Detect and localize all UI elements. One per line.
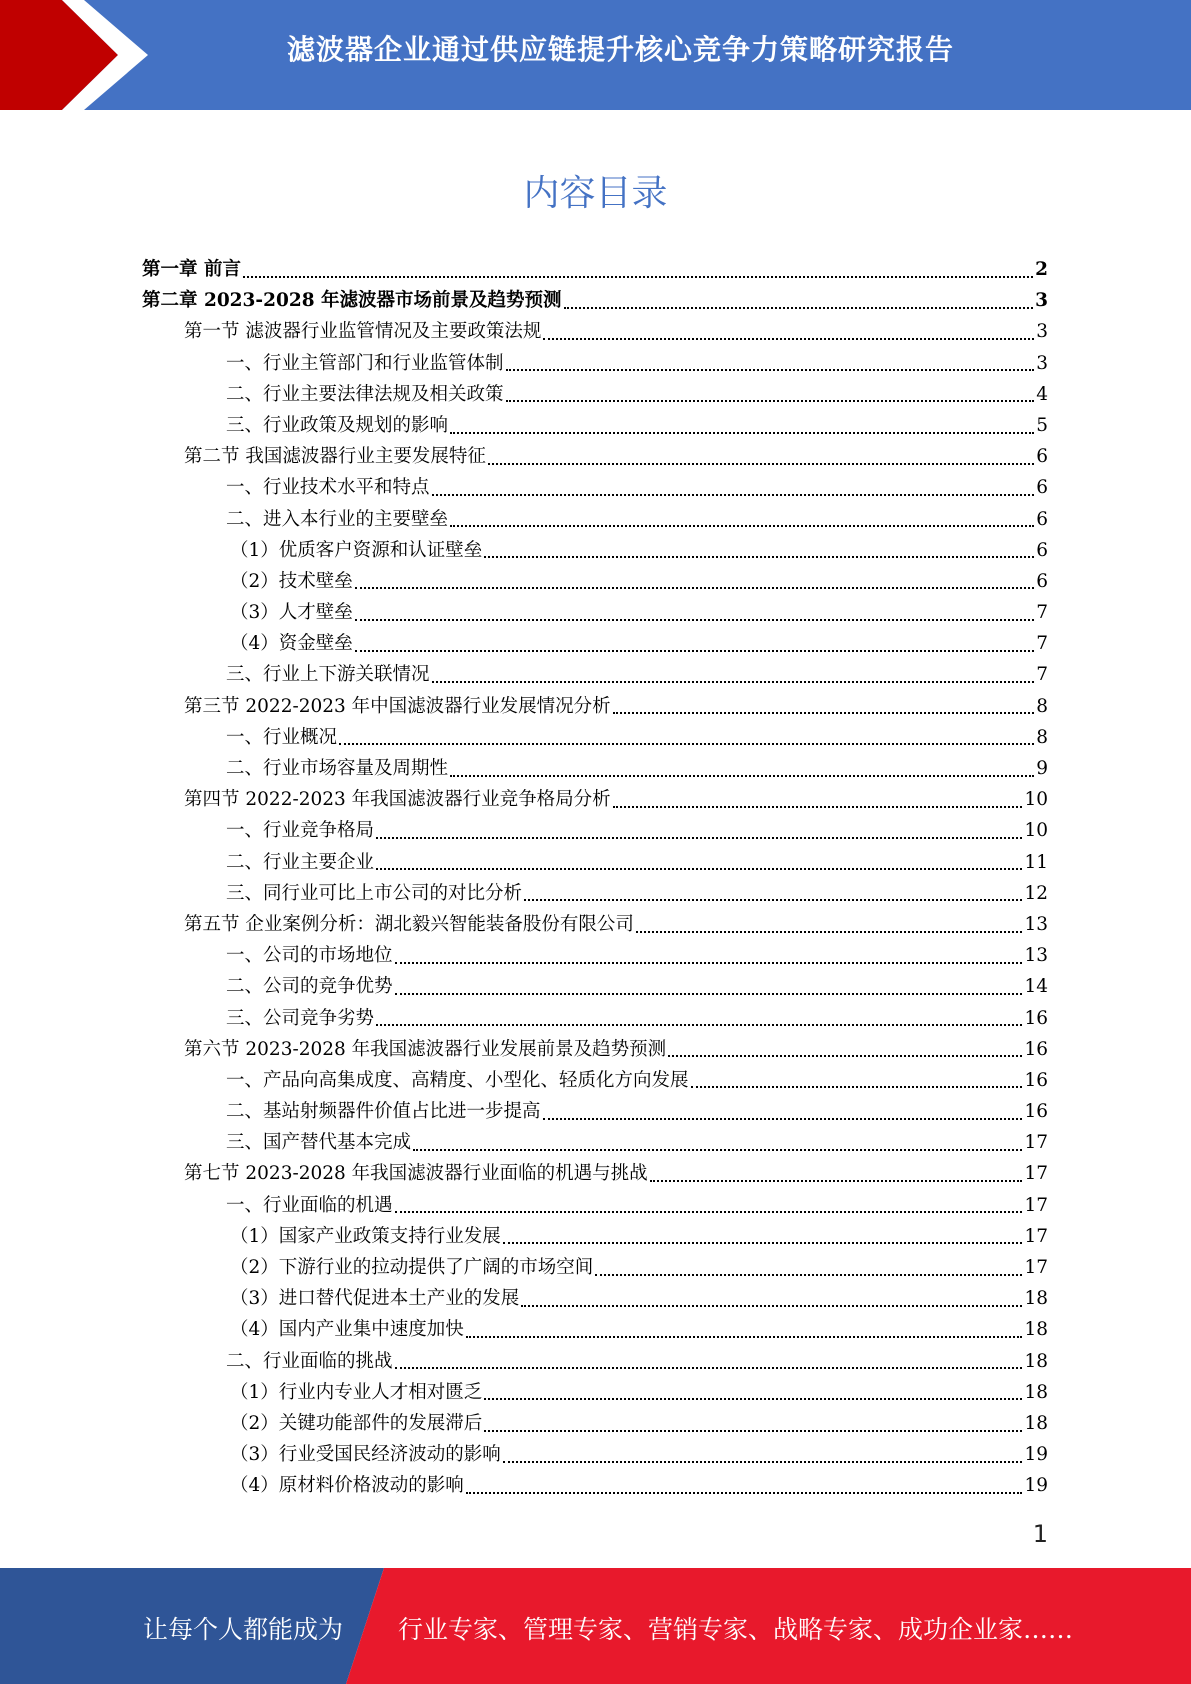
toc-entry-title: 一、行业概况	[226, 726, 338, 748]
toc-entry-title: （2）下游行业的拉动提供了广阔的市场空间	[230, 1257, 594, 1278]
toc-entry[interactable]	[142, 971, 1048, 1002]
toc-entry-page: 16	[1024, 1069, 1048, 1091]
toc-leader-dots	[376, 868, 1022, 870]
toc-entry-title: 一、行业面临的机遇	[226, 1194, 393, 1216]
toc-entry[interactable]	[142, 504, 1048, 535]
toc-entry-title: （1）行业内专业人才相对匮乏	[230, 1381, 483, 1403]
toc-entry-title: （2）关键功能部件的发展滞后	[230, 1412, 483, 1434]
toc-leader-dots	[484, 1430, 1022, 1432]
toc-entry-page: 2	[1035, 259, 1048, 280]
toc-leader-dots	[395, 1367, 1023, 1369]
toc-entry-page: 18	[1024, 1319, 1048, 1341]
toc-entry[interactable]	[142, 410, 1048, 441]
toc-leader-dots	[503, 1461, 1023, 1463]
toc-entry-title: 二、行业市场容量及周期性	[226, 758, 449, 779]
toc-leader-dots	[543, 338, 1034, 340]
toc-entry-title: 一、产品向高集成度、高精度、小型化、轻质化方向发展	[226, 1069, 689, 1091]
toc-entry-title: 三、同行业可比上市公司的对比分析	[226, 882, 523, 904]
toc-leader-dots	[668, 1055, 1022, 1057]
toc-leader-dots	[691, 1086, 1023, 1088]
toc-leader-dots	[432, 681, 1035, 683]
toc-leader-dots	[484, 556, 1034, 558]
toc-leader-dots	[466, 1492, 1023, 1494]
header-banner	[0, 0, 1191, 110]
toc-entry[interactable]	[142, 909, 1048, 940]
footer-slogan-left: 让每个人都能成为	[143, 1615, 344, 1644]
toc-entry[interactable]	[142, 1252, 1048, 1283]
toc-leader-dots	[355, 650, 1034, 652]
toc-leader-dots	[650, 1180, 1023, 1182]
toc-entry-title: 第四节 2022-2023 年我国滤波器行业竞争格局分析	[184, 789, 611, 811]
toc-entry[interactable]	[142, 815, 1048, 846]
toc-entry[interactable]	[142, 878, 1048, 909]
toc-leader-dots	[395, 1211, 1023, 1213]
toc-entry[interactable]	[142, 1439, 1048, 1470]
toc-entry[interactable]	[142, 722, 1048, 753]
toc-entry-page: 16	[1024, 1101, 1048, 1123]
toc-leader-dots	[355, 587, 1034, 589]
toc-leader-dots	[395, 962, 1023, 964]
toc-entry-title: 一、行业技术水平和特点	[226, 477, 430, 499]
toc-entry[interactable]	[142, 1221, 1048, 1252]
toc-leader-dots	[506, 369, 1035, 371]
toc-entry-title: 三、行业政策及规划的影响	[226, 414, 449, 436]
toc-entry[interactable]	[142, 1065, 1048, 1096]
toc-leader-dots	[395, 993, 1023, 995]
toc-entry-page: 18	[1024, 1412, 1048, 1434]
toc-entry-title: 第三节 2022-2023 年中国滤波器行业发展情况分析	[184, 695, 611, 717]
toc-entry-page: 17	[1024, 1257, 1048, 1278]
toc-entry-title: 二、行业面临的挑战	[226, 1350, 393, 1372]
toc-entry[interactable]	[142, 597, 1048, 628]
toc-leader-dots	[484, 1398, 1022, 1400]
toc-entry-page: 10	[1024, 820, 1048, 842]
toc-entry-page: 8	[1036, 695, 1048, 717]
toc-leader-dots	[243, 276, 1033, 278]
toc-entry[interactable]	[142, 1096, 1048, 1127]
toc-entry-title: 第七节 2023-2028 年我国滤波器行业面临的机遇与挑战	[184, 1163, 648, 1185]
toc-leader-dots	[466, 1336, 1023, 1338]
toc-leader-dots	[613, 806, 1023, 808]
toc-leader-dots	[503, 1242, 1023, 1244]
report-title: 滤波器企业通过供应链提升核心竞争力策略研究报告	[286, 33, 954, 66]
toc-entry-page: 10	[1024, 789, 1048, 811]
toc-entry-page: 19	[1024, 1475, 1048, 1497]
toc-entry-title: 第二章 2023-2028 年滤波器市场前景及趋势预测	[142, 290, 562, 312]
toc-entry[interactable]	[142, 1190, 1048, 1221]
toc-entry-page: 17	[1024, 1132, 1048, 1154]
toc-entry-page: 17	[1024, 1163, 1048, 1185]
toc-entry-title: 三、公司竞争劣势	[226, 1007, 375, 1029]
toc-entry[interactable]	[142, 1003, 1048, 1034]
toc-entry-page: 5	[1036, 414, 1048, 436]
toc-entry[interactable]	[142, 659, 1048, 690]
toc-entry-page: 16	[1024, 1007, 1048, 1029]
toc-entry-page: 7	[1036, 633, 1048, 655]
toc-entry-page: 18	[1024, 1350, 1048, 1372]
toc-entry-page: 6	[1036, 477, 1048, 499]
toc-entry[interactable]	[142, 348, 1048, 379]
toc-entry-page: 19	[1024, 1444, 1048, 1466]
toc-entry-title: 一、行业主管部门和行业监管体制	[226, 352, 504, 374]
toc-leader-dots	[521, 1305, 1022, 1307]
toc-entry-title: 第六节 2023-2028 年我国滤波器行业发展前景及趋势预测	[184, 1038, 667, 1060]
toc-entry[interactable]	[142, 1034, 1048, 1065]
toc-entry-title: 二、基站射频器件价值占比进一步提高	[226, 1101, 541, 1123]
toc-entry-title: 二、进入本行业的主要壁垒	[226, 508, 449, 530]
toc-entry[interactable]	[142, 441, 1048, 472]
toc-entry[interactable]	[142, 784, 1048, 815]
toc-entry-title: （4）国内产业集中速度加快	[230, 1319, 464, 1341]
toc-entry-title: （1）国家产业政策支持行业发展	[230, 1225, 501, 1247]
toc-entry-title: 第一节 滤波器行业监管情况及主要政策法规	[184, 321, 542, 343]
toc-entry-title: 三、国产替代基本完成	[226, 1132, 412, 1154]
toc-leader-dots	[450, 775, 1034, 777]
toc-entry-title: （1）优质客户资源和认证壁垒	[230, 539, 483, 561]
toc-leader-dots	[450, 525, 1034, 527]
toc-entry-page: 3	[1036, 352, 1048, 374]
toc-entry-title: （2）技术壁垒	[230, 570, 353, 592]
toc-leader-dots	[564, 307, 1034, 309]
toc-entry-page: 4	[1036, 383, 1048, 405]
table-of-contents	[142, 254, 1048, 1502]
toc-leader-dots	[636, 931, 1023, 933]
toc-entry[interactable]	[142, 379, 1048, 410]
toc-entry-title: 二、行业主要法律法规及相关政策	[226, 383, 504, 405]
toc-entry-title: 第一章 前言	[142, 259, 241, 280]
toc-entry[interactable]	[142, 691, 1048, 722]
toc-entry-title: （3）行业受国民经济波动的影响	[230, 1444, 501, 1466]
toc-leader-dots	[613, 712, 1035, 714]
toc-entry[interactable]	[142, 1158, 1048, 1189]
toc-leader-dots	[376, 837, 1022, 839]
toc-entry[interactable]	[142, 254, 1048, 285]
toc-entry[interactable]	[142, 285, 1048, 316]
toc-entry-page: 3	[1036, 321, 1048, 343]
toc-leader-dots	[524, 899, 1022, 901]
toc-leader-dots	[488, 463, 1034, 465]
toc-entry-title: （3）进口替代促进本土产业的发展	[230, 1288, 520, 1310]
page-number: 1	[1032, 1520, 1048, 1548]
toc-entry-page: 6	[1036, 508, 1048, 530]
toc-entry-title: 第二节 我国滤波器行业主要发展特征	[184, 446, 486, 468]
toc-entry-page: 17	[1024, 1225, 1048, 1247]
toc-entry[interactable]	[142, 316, 1048, 347]
toc-entry-page: 7	[1036, 602, 1048, 624]
toc-entry-page: 17	[1024, 1194, 1048, 1216]
toc-title: 内容目录	[523, 173, 668, 214]
toc-leader-dots	[355, 619, 1034, 621]
toc-entry-title: 第五节 企业案例分析：湖北毅兴智能装备股份有限公司	[184, 913, 634, 935]
toc-entry-title: （4）资金壁垒	[230, 633, 353, 655]
toc-entry-title: （3）人才壁垒	[230, 602, 353, 624]
footer-slogan-right: 行业专家、管理专家、营销专家、战略专家、成功企业家……	[398, 1615, 1074, 1644]
toc-entry-page: 18	[1024, 1381, 1048, 1403]
toc-entry[interactable]	[142, 1283, 1048, 1314]
toc-entry-page: 6	[1036, 570, 1048, 592]
toc-entry-page: 18	[1024, 1288, 1048, 1310]
toc-entry[interactable]	[142, 472, 1048, 503]
toc-entry-page: 9	[1036, 758, 1048, 779]
toc-leader-dots	[450, 432, 1034, 434]
toc-entry[interactable]	[142, 1377, 1048, 1408]
toc-entry[interactable]	[142, 847, 1048, 878]
toc-entry[interactable]	[142, 628, 1048, 659]
toc-entry[interactable]	[142, 1346, 1048, 1377]
toc-leader-dots	[595, 1274, 1022, 1276]
toc-entry[interactable]	[142, 535, 1048, 566]
toc-entry-page: 3	[1035, 290, 1048, 312]
toc-entry-page: 13	[1024, 945, 1048, 967]
toc-entry[interactable]	[142, 1408, 1048, 1439]
footer-banner	[0, 1568, 1191, 1684]
toc-leader-dots	[506, 400, 1035, 402]
toc-entry[interactable]	[142, 1470, 1048, 1501]
toc-leader-dots	[376, 1024, 1022, 1026]
toc-entry[interactable]	[142, 1314, 1048, 1345]
toc-entry-title: 二、行业主要企业	[226, 851, 375, 873]
toc-entry[interactable]	[142, 753, 1048, 784]
toc-entry-page: 8	[1036, 726, 1048, 748]
toc-entry-page: 16	[1024, 1038, 1048, 1060]
toc-entry-page: 6	[1036, 446, 1048, 468]
toc-entry[interactable]	[142, 940, 1048, 971]
toc-entry-title: （4）原材料价格波动的影响	[230, 1475, 464, 1497]
toc-leader-dots	[339, 743, 1034, 745]
toc-leader-dots	[413, 1149, 1022, 1151]
toc-entry[interactable]	[142, 1127, 1048, 1158]
toc-entry-page: 12	[1024, 882, 1048, 904]
toc-leader-dots	[432, 494, 1035, 496]
toc-entry-page: 7	[1036, 664, 1048, 686]
toc-entry-page: 13	[1024, 913, 1048, 935]
toc-entry-title: 二、公司的竞争优势	[226, 976, 393, 998]
toc-entry-page: 6	[1036, 539, 1048, 561]
toc-entry-title: 三、行业上下游关联情况	[226, 664, 430, 686]
toc-entry-page: 11	[1024, 851, 1048, 873]
toc-leader-dots	[543, 1118, 1023, 1120]
toc-entry[interactable]	[142, 566, 1048, 597]
toc-entry-page: 14	[1024, 976, 1048, 998]
toc-entry-title: 一、行业竞争格局	[226, 820, 375, 842]
toc-entry-title: 一、公司的市场地位	[226, 945, 393, 967]
